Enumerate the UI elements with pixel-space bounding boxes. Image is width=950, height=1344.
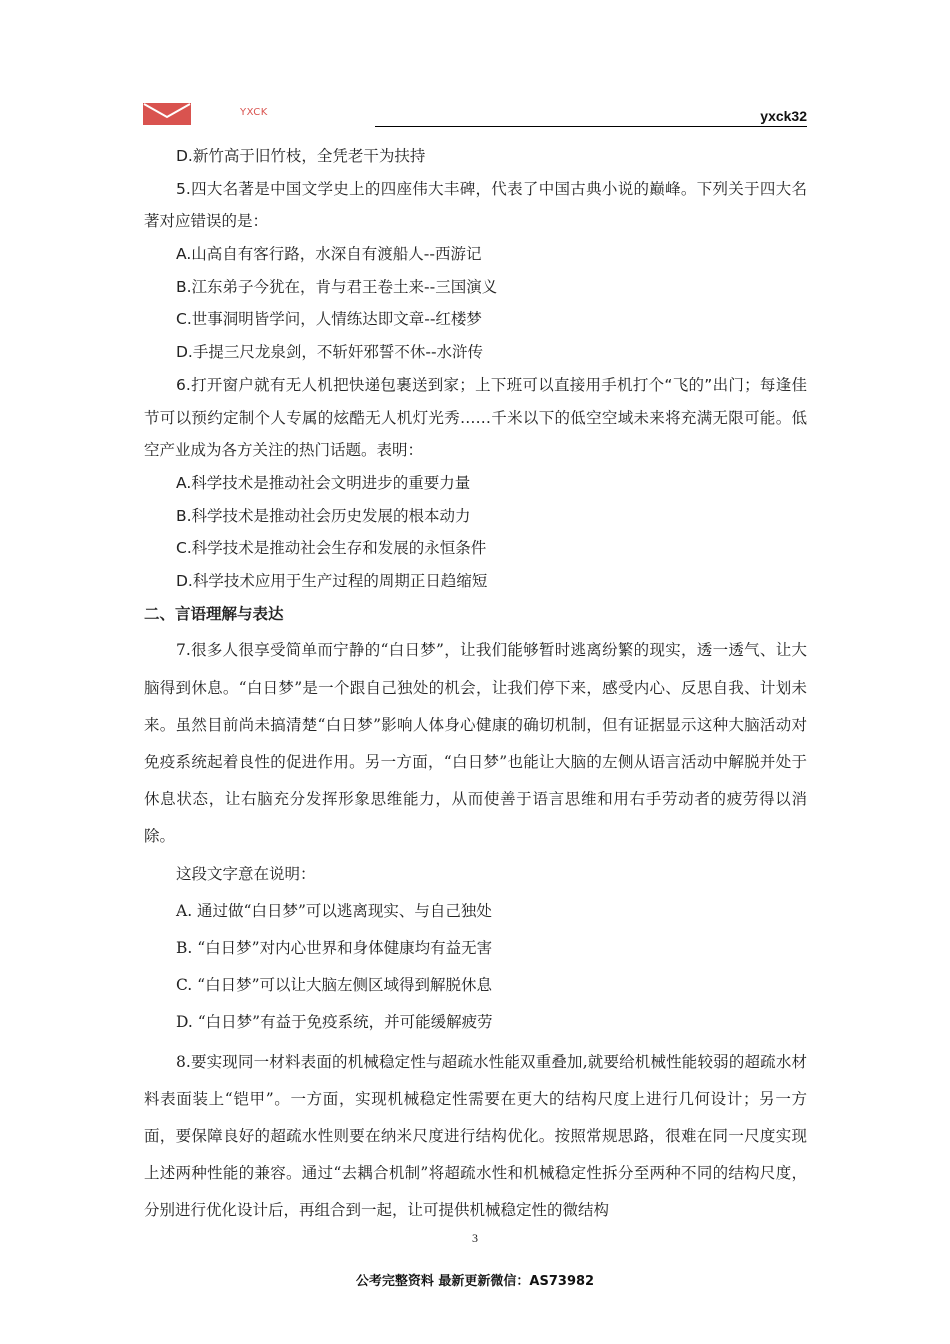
question-5: 5.四大名著是中国文学史上的四座伟大丰碑，代表了中国古典小说的巅峰。下列关于四大名著对应错误的是：: [144, 179, 807, 231]
header-code: yxck32: [760, 108, 807, 124]
footer-note: 公考完整资料 最新更新微信：AS73982: [355, 1274, 595, 1289]
question-6: 6.打开窗户就有无人机把快递包裹送到家；上下班可以直接用手机打个“飞的”出门；每逢佳节可以预约定制个人专属的炫酷无人机灯光秀……千米以下的低空空域未来将充满无限可能。低空产业成为各方关注的热门话题。表明：: [144, 375, 807, 460]
q6-option-d: D.科学技术应用于生产过程的周期正日趋缩短: [176, 572, 488, 591]
q6-option-a: A.科学技术是推动社会文明进步的重要力量: [176, 473, 471, 492]
q7-option-d: D. “白日梦”有益于免疫系统，并可能缓解疲劳: [176, 1013, 493, 1032]
envelope-logo-icon: [143, 103, 191, 125]
q7-prompt: 这段文字意在说明：: [176, 864, 316, 883]
q6-option-b: B.科学技术是推动社会历史发展的根本动力: [176, 506, 471, 525]
page-number: 3: [472, 1231, 478, 1245]
q5-option-c: C.世事洞明皆学问，人情练达即文章--红楼梦: [176, 310, 482, 329]
q4-option-d: D.新竹高于旧竹枝，全凭老干为扶持: [176, 147, 426, 165]
section-heading-2: 二、言语理解与表达: [144, 604, 284, 623]
q7-option-c: C. “白日梦”可以让大脑左侧区域得到解脱休息: [176, 976, 493, 995]
q6-option-c: C.科学技术是推动社会生存和发展的永恒条件: [176, 539, 487, 558]
q5-option-d: D.手提三尺龙泉剑，不斩奸邪誓不休--水浒传: [176, 343, 484, 362]
question-8: 8.要实现同一材料表面的机械稳定性与超疏水性能双重叠加,就要给机械性能较弱的超疏水材料表面装上“铠甲”。一方面，实现机械稳定性需要在更大的结构尺度上进行几何设计；另一方面，要保障良好的超疏水性则要在纳米尺度进行结构优化。按照常规思路，很难在同一尺度实现上述两种性能的兼容。通过“去耦合机制”将超疏水性和机械稳定性拆分至两种不同的结构尺度，分别进行优化设计后，再组合到一起，让可提供机械稳定性的微结构: [144, 1052, 807, 1220]
header-divider: [375, 126, 807, 127]
question-7: 7.很多人很享受简单而宁静的“白日梦”，让我们能够暂时逃离纷繁的现实，透一透气、让大脑得到休息。“白日梦”是一个跟自己独处的机会，让我们停下来，感受内心、反思自我、计划未来。虽然目前尚未搞清楚“白日梦”影响人体身心健康的确切机制，但有证据显示这种大脑活动对免疫系统起着良性的促进作用。另一方面，“白日梦”也能让大脑的左侧从语言活动中解脱并处于休息状态，让右脑充分发挥形象思维能力，从而使善于语言思维和用右手劳动者的疲劳得以消除。: [144, 641, 807, 846]
q7-option-b: B. “白日梦”对内心世界和身体健康均有益无害: [176, 938, 493, 957]
document-body: [144, 140, 807, 1230]
header-brand: YXCK: [240, 107, 268, 118]
q5-option-a: A.山高自有客行路，水深自有渡船人--西游记: [176, 245, 482, 264]
q5-option-b: B.江东弟子今犹在，肯与君王卷土来--三国演义: [176, 277, 498, 296]
q7-option-a: A. 通过做“白日梦”可以逃离现实、与自己独处: [176, 901, 492, 920]
